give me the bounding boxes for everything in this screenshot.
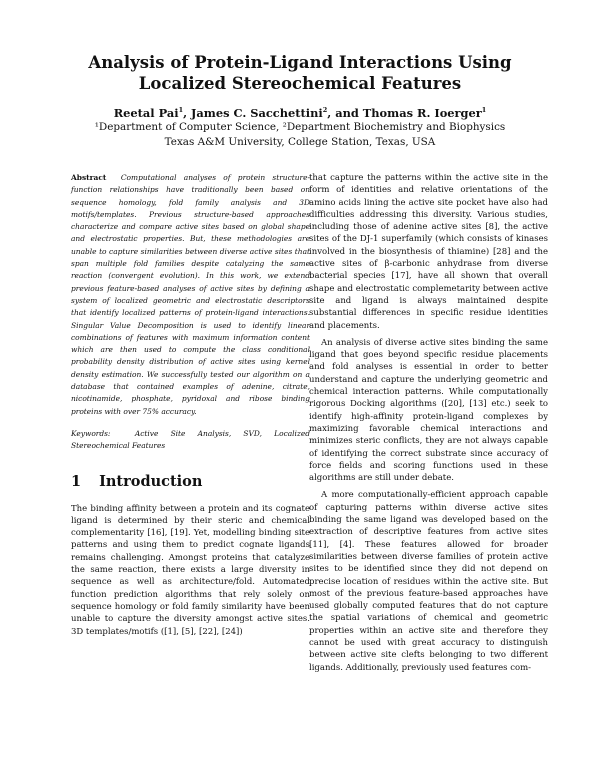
keywords — [71, 428, 310, 453]
author-name: Reetal Pai — [113, 106, 179, 120]
author-list — [60, 105, 540, 121]
section-heading — [71, 473, 310, 491]
affiliation-marker: 2 — [322, 106, 328, 115]
affiliation-marker: 1 — [178, 106, 184, 115]
abstract-text: Computational analyses of protein structure-function relationships have traditionally been based on sequence homology, fold family analysis and 3D motifs/templates. Previous structure-based approaches characterize and compare active sites based on global shape and electrostatic properties. But, these methodologies are unable to capture similarities between diverse active sites that span multiple fold families despite catalyzing the same reaction (convergent evolution). In this work, we extend previous feature-based analyses of active sites by defining a system of localized geometric and electrostatic descriptors that identify localized patterns of protein-ligand interactions. Singular Value Decomposition is used to identify linear combinations of features with maximum information content which are then used to compute the class conditional probability density distribution of active sites using kernel density estimation. We successfully tested our algorithm on a database that contained examples of adenine, citrate, nicotinamide, phosphate, pyridoxal and ribose binding proteins with over 75% accuracy. — [71, 173, 310, 416]
right-column — [309, 172, 548, 674]
keywords-label: Keywords: — [71, 428, 111, 438]
affiliation-line-2: Texas A&M University, College Station, Texas, USA — [164, 136, 436, 148]
affiliations — [60, 120, 540, 150]
keywords-text: Active Site Analysis, SVD, Localized Stereochemical Features — [71, 428, 311, 451]
abstract-label: Abstract — [71, 173, 107, 182]
author-name: , James C. Sacchettini — [183, 106, 323, 120]
title-line-2: Localized Stereochemical Features — [138, 74, 462, 93]
affiliation-marker: 1 — [481, 106, 487, 115]
section-number: 1 — [71, 472, 82, 490]
abstract — [71, 172, 310, 418]
author-name: , and Thomas R. Ioerger — [327, 106, 482, 120]
body-paragraph: The binding affinity between a protein and its cognate ligand is determined by their steric and chemical complementarity [16], [19]. Yet, modelling binding site patterns and using them to predict cognate ligands remains challenging. Amongst proteins that catalyze the same reaction, there exists a large diversity in sequence as well as architecture/fold. Automated function prediction algorithms that rely solely on sequence homology or fold family similarity have been unable to capture the diversity amongst active sites. 3D templates/motifs ([1], [5], [22], [24]) — [71, 503, 310, 637]
body-paragraph: An analysis of diverse active sites binding the same ligand that goes beyond specific residue placements and fold analyses is essential in order to better understand and capture the underlying geometric and chemical interaction patterns. While computationally rigorous Docking algorithms ([20], [13] etc.) seek to identify high-affinity protein-ligand complexes by maximizing favorable chemical interactions and minimizes steric conflicts, they are not always capable of identifying the correct substrate since accuracy of force fields and scoring functions used in these algorithms are still under debate. — [309, 337, 548, 484]
title-line-1: Analysis of Protein-Ligand Interactions Using — [88, 53, 512, 72]
left-column — [71, 172, 310, 638]
affiliation-line-1: ¹Department of Computer Science, ²Department Biochemistry and Biophysics — [94, 121, 506, 133]
section-title: Introduction — [99, 472, 203, 490]
body-paragraph: that capture the patterns within the active site in the form of identities and relative orientations of the amino acids lining the active site pocket have also had difficulties addressing this diversity. Various studies, including those of adenine active sites [8], the active sites of the DJ-1 superfamily (which consists of kinases involved in the biosynthesis of thiamine) [28] and the active sites of β-carbonic anhydrase from diverse bacterial species [17], have all shown that overall shape and electrostatic complemetarity between active site and ligand is always maintained despite substantial differences in specific residue identities and placements. — [309, 173, 548, 331]
paper-title — [60, 52, 540, 94]
body-paragraph: A more computationally-efficient approach capable of capturing patterns within diverse active sites binding the same ligand was developed based on the extraction of descriptive features from active sites [11], [4]. These features allowed for broader similarities between diverse families of protein active sites to be identified since they did not depend on precise location of residues within the active site. But most of the previous feature-based approaches have used globally computed features that do not capture the spatial variations of chemical and geometric properties within an active site and therefore they cannot be used with great accuracy to distinguish between active site clefts belonging to two different ligands. Additionally, previously used features com- — [309, 490, 548, 673]
